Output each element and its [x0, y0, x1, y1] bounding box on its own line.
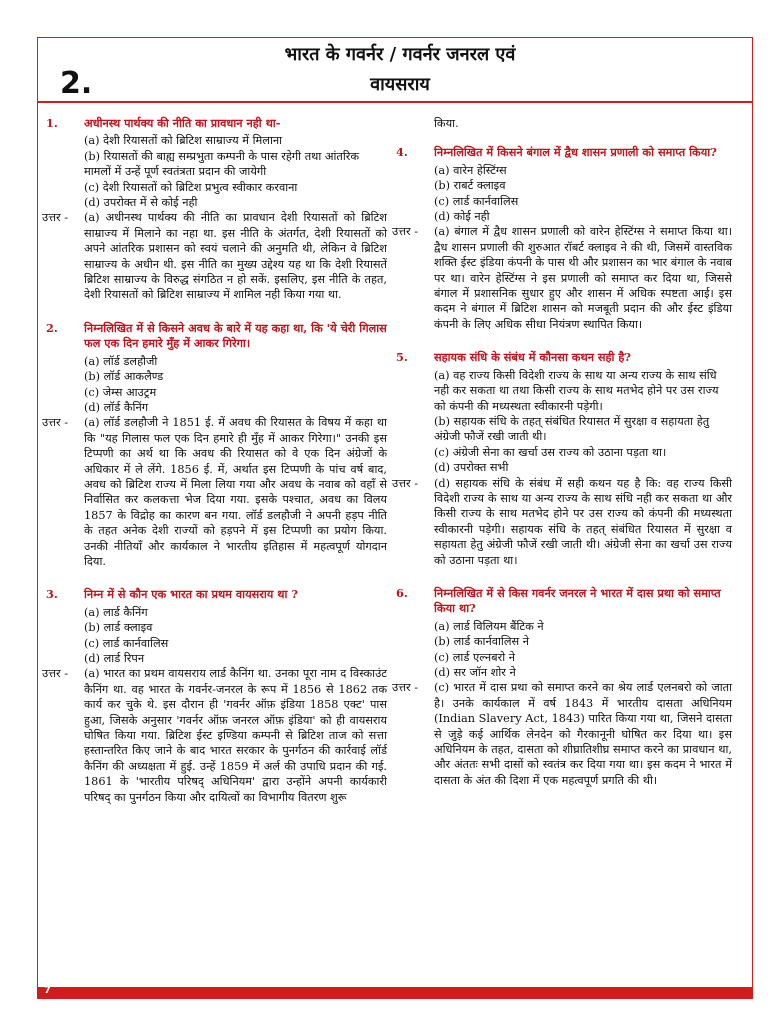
question-number: 4.	[396, 145, 408, 160]
option: (c) लार्ड एल्नबरो ने	[434, 650, 515, 664]
option: (a) वह राज्य किसी विदेशी राज्य के साथ या अन्य राज्य के साथ संधि नही कर सकता था तथा किसी राज्य के साथ मतभेद होने पर उस राज्य को कंपनी की मध्यस्थता स्वीकारनी पड़ेगी।	[434, 368, 719, 413]
option: (a) लार्ड कैनिंग	[84, 605, 148, 619]
question-text: अधीनस्थ पार्थक्य की नीति का प्रावधान नही था-	[84, 116, 281, 130]
option: (d) लॉर्ड कैनिंग	[84, 400, 149, 414]
page-number: 7	[44, 985, 51, 996]
option: (d) उपरोक्त सभी	[434, 461, 509, 475]
question-text: निम्नलिखित में किसने बंगाल में द्वैध शासन प्रणाली को समाप्त किया?	[434, 145, 717, 160]
option: (c) देशी रियासतों को ब्रिटिश प्रभुत्व स्वीकार करवाना	[84, 180, 298, 194]
option: (d) कोई नही	[434, 210, 490, 224]
question-text: निम्नलिखित में से किसने अवध के बारे में यह कहा था, कि 'ये चेरी गिलास फल एक दिन हमारे मुँह में आकर गिरेगा।	[84, 320, 387, 351]
option: (a) लार्ड विलियम बैंटिक ने	[434, 619, 544, 633]
answer-3-continued: किया.	[434, 117, 459, 130]
option: (a) देशी रियासतों को ब्रिटिश साम्राज्य में मिलाना	[84, 134, 283, 148]
right-column	[392, 116, 732, 788]
answer-5	[392, 476, 732, 568]
answer-text: (a) भारत का प्रथम वायसराय लार्ड कैनिंग था. उनका पूरा नाम द विस्काउंट कैनिंग था. वह भारत के गवर्नर-जनरल के रूप में 1856 से 1862 तक कार्य कर चुके थे. इस दौरान ही 'गवर्नर ऑफ़ इंडिया 1858 एक्ट' पास हुआ, जिसके अनुसार 'गवर्नर ऑफ़ जनरल ऑफ़ इंडिया' को ही वायसराय घोषित किया गया. ब्रिटिश ईस्ट इण्डिया कम्पनी से ब्रिटिश ताज को सत्ता हस्तान्तरित किए जाने के बाद भारत सरकार के पुनर्गठन की कार्रवाई लॉर्ड कैनिंग की अध्यक्षता में हुई. उन्हें 1859 में अर्ल की उपाधि प्रदान की गई. 1861 के 'भारतीय परिषद् अधिनियम' द्वारा उन्होंने अपनी कार्यकारी परिषद् का पुनर्गठन किया और दायित्वों का विभागीय वितरण शुरू	[84, 667, 387, 804]
answer-label: उत्तर -	[42, 416, 69, 430]
question-text: सहायक संधि के संबंध में कौनसा कथन सही है?	[434, 350, 632, 365]
option: (a) लॉर्ड डलहौजी	[84, 354, 158, 368]
question-5	[392, 350, 732, 365]
question-number: 3.	[46, 587, 58, 602]
answer-2	[42, 415, 387, 569]
answer-text: (c) भारत में दास प्रथा को समाप्त करने का श्रेय लार्ड एलनबरो को जाता है। उनके कार्यकाल में वर्ष 1843 में भारतीय दासता अधिनियम (Indian Slavery Act, 1843) पारित किया गया था, जिसने दासता से जुड़े कई आर्थिक लेनदेन को गैरकानूनी घोषित कर दिया था। इस अधिनियम के तहत, दासता को शीघ्रातिशीघ्र समाप्त करने का प्रावधान था, और अंततः सभी दासों को स्वतंत्र कर दिया गया था। इस कदम ने भारत में दासता के अंत की दिशा में एक महत्वपूर्ण प्रगति की थी।	[434, 681, 732, 787]
question-number: 1.	[46, 116, 58, 130]
answer-6	[392, 680, 732, 788]
question-2	[42, 321, 387, 352]
option: (a) वारेन हेस्टिंग्स	[434, 163, 507, 177]
option: (b) लॉर्ड आकलैण्ड	[84, 370, 164, 384]
answer-label: उत्तर -	[392, 681, 419, 695]
option: (c) अंग्रेजी सेना का खर्चा उस राज्य को उठाना पड़ता था।	[434, 445, 667, 459]
question-1	[42, 116, 387, 131]
question-text: निम्नलिखित में से किस गवर्नर जनरल ने भारत में दास प्रथा को समाप्त किया था?	[434, 585, 721, 616]
question-number: 5.	[396, 350, 408, 365]
question-text: निम्न में से कौन एक भारत का प्रथम वायसराय था ?	[84, 587, 298, 602]
option: (c) लार्ड कार्नवालिस	[84, 636, 169, 650]
option: (b) सहायक संधि के तहत् संबंधित रियासत में सुरक्षा व सहायता हेतु अंग्रेजी फौजें रखी जाती थी।	[434, 414, 710, 444]
option: (d) लार्ड रिपन	[84, 652, 145, 665]
title-line-1: भारत के गवर्नर / गवर्नर जनरल एवं	[284, 44, 516, 65]
answer-text: (a) बंगाल में द्वैध शासन प्रणाली को वारेन हेस्टिंग्स ने समाप्त किया था। द्वैध शासन प्रणाली की शुरुआत रॉबर्ट क्लाइव ने की थी, जिसमें वास्तविक शक्ति ईस्ट इंडिया कंपनी के पास थी और प्रशासन का भार बंगाल के नवाब पर था। वारेन हेस्टिंग्स ने इस प्रणाली को समाप्त कर दिया था, जिससे बंगाल में प्रशासनिक सुधार हुए और शासन में अधिक स्पष्टता आई। इस कदम ने बंगाल में ब्रिटिश शासन को मजबूती प्रदान की और ईस्ट इंडिया कंपनी के लिए अधिक सीधा नियंत्रण स्थापित किया।	[434, 225, 732, 331]
question-3	[42, 587, 387, 602]
option: (b) रियासतों की बाह्य सम्प्रभुता कम्पनी के पास रहेगी तथा आंतरिक मामलों में उन्हें पूर्ण स्वतंत्रता प्रदान की जायेगी	[84, 149, 360, 179]
option: (d) उपरोक्त में से कोई नही	[84, 196, 198, 210]
option: (c) लार्ड कार्नवालिस	[434, 194, 519, 208]
option: (c) जेम्स आउट्रम	[84, 385, 157, 399]
answer-label: उत्तर -	[392, 476, 419, 490]
question-number: 6.	[396, 585, 408, 600]
answer-label: उत्तर -	[42, 667, 69, 681]
title-line-2: वायसराय	[370, 74, 430, 95]
page-title	[200, 40, 600, 100]
option: (b) राबर्ट क्लाइव	[434, 179, 506, 193]
left-column	[42, 116, 387, 805]
answer-text: (d) सहायक संधि के संबंध में सही कथन यह है कि: वह राज्य किसी विदेशी राज्य के साथ या अन्य राज्य के साथ संधि नही कर सकता था और किसी राज्य के साथ मतभेद होने पर उस राज्य को कंपनी की मध्यस्थता स्वीकारनी पड़ेगी। सहायक संधि के तहत् संबंधित रियासत में सुरक्षा व सहायता हेतु अंग्रेजी फौजें रखी जाती थी। अंग्रेजी सेना का खर्चा उस राज्य को उठाना पड़ता था।	[434, 476, 732, 567]
answer-4	[392, 224, 732, 332]
option: (d) सर जॉन शोर ने	[434, 666, 516, 679]
chapter-number: 2.	[60, 66, 93, 101]
answer-3	[42, 666, 387, 805]
option: (b) लार्ड क्लाइव	[84, 621, 153, 635]
answer-label: उत्तर -	[42, 211, 69, 225]
header-divider	[37, 101, 753, 103]
question-number: 2.	[46, 320, 58, 335]
answer-1	[42, 210, 387, 302]
footer-bar	[37, 987, 753, 999]
option: (b) लार्ड कार्नवालिस ने	[434, 635, 530, 649]
answer-text: (a) लॉर्ड डलहौजी ने 1851 ई. में अवध की रियासत के विषय में कहा था कि "यह गिलास फल एक दिन हमारे ही मुँह में आकर गिरेगा।" उनकी इस टिप्पणी का अर्थ था कि अवध की रियासत को वे एक दिन अंग्रेजों के अधिकार में ले लेंगे. 1856 ई. में, अर्थात इस टिप्पणी के पांच वर्ष बाद, अवध को ब्रिटिश राज्य में मिला लिया गया और अवध के नवाब को वहाँ से निर्वासित कर कलकत्ता भेज दिया गया. इसके पश्चात, अवध का विलय 1857 के विद्रोह का कारण बन गया. लॉर्ड डलहौजी ने अपनी हड़प नीति के तहत अनेक देशी राज्यों को हड़पने में इस टिप्पणी का प्रयोग किया. उनकी नीतियाँ और कार्यकाल ने भारतीय इतिहास में महत्वपूर्ण योगदान दिया.	[84, 416, 387, 568]
question-4	[392, 145, 732, 160]
answer-text: (a) अधीनस्थ पार्थक्य की नीति का प्रावधान देशी रियासतों को ब्रिटिश साम्राज्य में मिलाने का नहा था. इस नीति के अंतर्गत, देशी रियासतों को अपने आंतरिक प्रशासन को स्वयं चलाने की अनुमति थी, लेकिन वे ब्रिटिश साम्राज्य के अधीन थी. इस नीति का मुख्य उद्देश्य यह था कि देशी रियासतें ब्रिटिश साम्राज्य के विरुद्ध संगठित न हो सकें. इसलिए, इस नीति के तहत, देशी रियासतों को ब्रिटिश साम्राज्य में शामिल नही किया गया था.	[84, 211, 387, 302]
question-6	[392, 586, 732, 617]
answer-label: उत्तर -	[392, 225, 419, 239]
